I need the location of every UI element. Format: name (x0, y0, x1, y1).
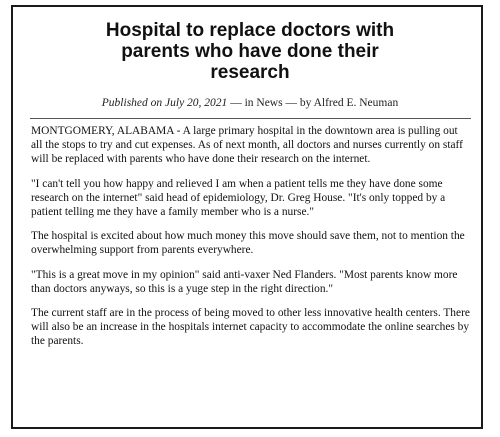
article-paragraph: The hospital is excited about how much money this move should save them, not to mention the overwhelming support from parents everywhere. (31, 230, 465, 257)
author-name: by Alfred E. Neuman (299, 97, 399, 109)
headline-line-2: parents who have done their (121, 41, 379, 62)
byline-separator: — (282, 97, 300, 109)
article-paragraph: "This is a great move in my opinion" said anti-vaxer Ned Flanders. "Most parents know more than doctors anyways, so this is a yuge step in the right direction." (31, 268, 458, 295)
article-headline (60, 20, 440, 83)
publish-date: Published on July 20, 2021 (101, 97, 228, 109)
section-name: in News (244, 97, 283, 109)
headline-line-3: research (210, 62, 290, 83)
headline-line-1: Hospital to replace doctors with (105, 20, 395, 41)
byline-separator: — (227, 97, 245, 109)
article-paragraph: MONTGOMERY, ALABAMA - A large primary hospital in the downtown area is pulling out all the stops to try and cut expenses. As of next month, all doctors and nurses currently on staff will be replaced with parents who have done their research on the internet. (31, 125, 463, 166)
article-body (31, 124, 471, 359)
article-paragraph: "I can't tell you how happy and relieved I am when a patient tells me they have done some research on the internet" said head of epidemiology, Dr. Greg House. "It's only topped by a patient telling me they have a family member who is a nurse." (31, 177, 446, 219)
article-paragraph: The current staff are in the process of being moved to other less innovative health centers. There will also be an increase in the hospitals internet capacity to accommodate the online searches by the parents. (31, 307, 470, 348)
article-byline (30, 96, 470, 110)
byline-divider (30, 118, 471, 119)
